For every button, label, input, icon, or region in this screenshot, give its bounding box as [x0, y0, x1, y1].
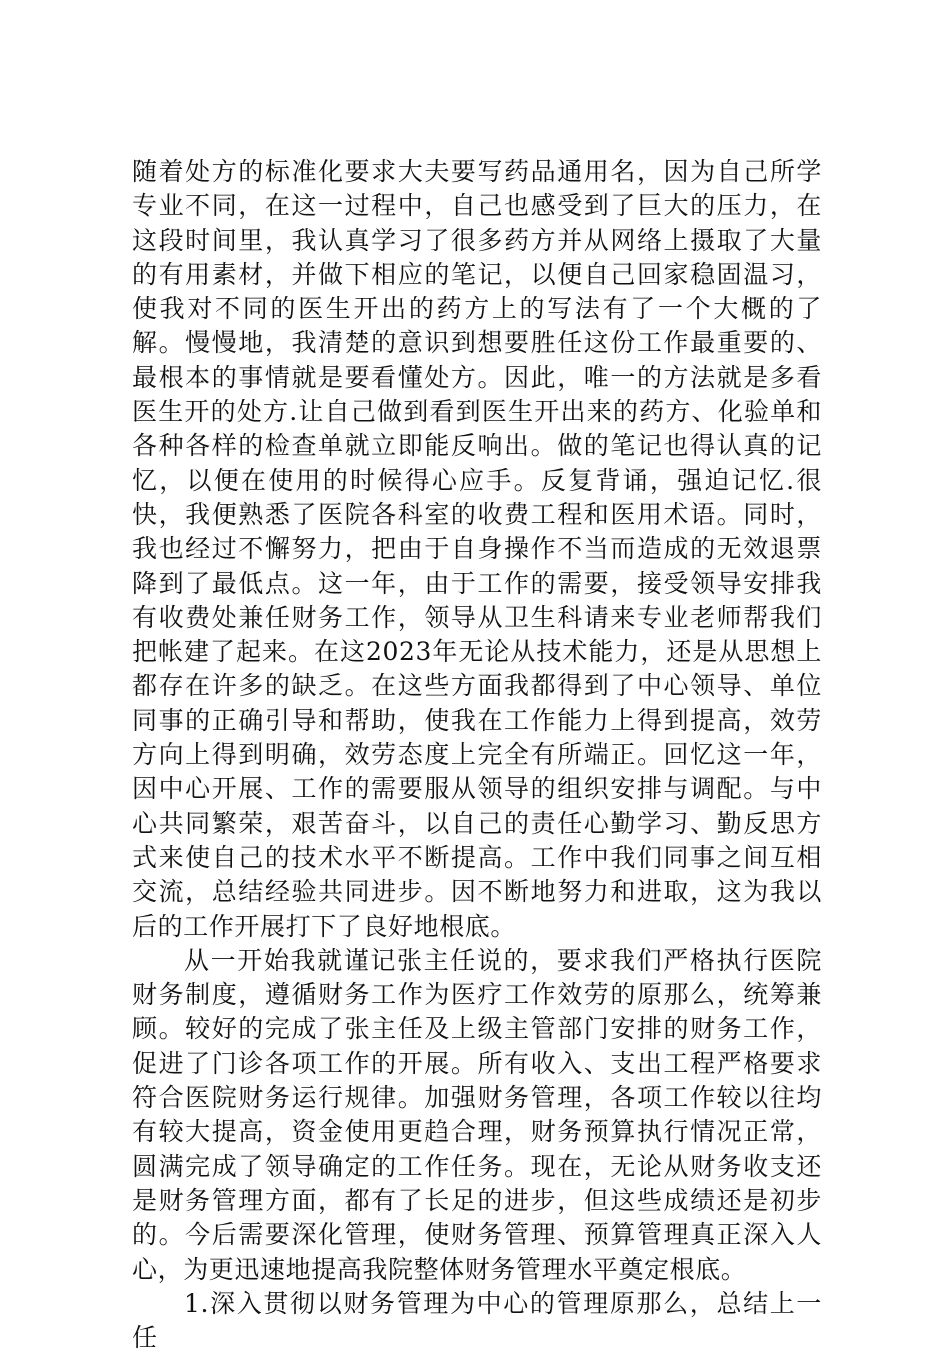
document-body — [132, 155, 822, 1355]
paragraph-3: 1.深入贯彻以财务管理为中心的管理原那么，总结上一任 — [132, 1288, 822, 1353]
paragraph-2: 从一开始我就谨记张主任说的，要求我们严格执行医院财务制度，遵循财务工作为医疗工作效劳的原那么，统筹兼顾。较好的完成了张主任及上级主管部门安排的财务工作，促进了门诊各项工作的开展。所有收入、支出工程严格要求符合医院财务运行规律。加强财务管理，各项工作较以往均有较大提高，资金使用更趋合理，财务预算执行情况正常，圆满完成了领导确定的工作任务。现在，无论从财务收支还是财务管理方面，都有了长足的进步，但这些成绩还是初步的。今后需要深化管理，使财务管理、预算管理真正深入人心，为更迅速地提高我院整体财务管理水平奠定根底。 — [132, 945, 822, 1284]
paragraph-1: 随着处方的标准化要求大夫要写药品通用名，因为自己所学专业不同，在这一过程中，自己也感受到了巨大的压力，在这段时间里，我认真学习了很多药方并从网络上摄取了大量的有用素材，并做下相应的笔记，以便自己回家稳固温习，使我对不同的医生开出的药方上的写法有了一个大概的了解。慢慢地，我清楚的意识到想要胜任这份工作最重要的、最根本的事情就是要看懂处方。因此，唯一的方法就是多看医生开的处方.让自己做到看到医生开出来的药方、化验单和各种各样的检查单就立即能反响出。做的笔记也得认真的记忆，以便在使用的时候得心应手。反复背诵，强迫记忆.很快，我便熟悉了医院各科室的收费工程和医用术语。同时，我也经过不懈努力，把由于自身操作不当而造成的无效退票降到了最低点。这一年，由于工作的需要，接受领导安排我有收费处兼任财务工作，领导从卫生科请来专业老师帮我们把帐建了起来。在这2023年无论从技术能力，还是从思想上都存在许多的缺乏。在这些方面我都得到了中心领导、单位同事的正确引导和帮助，使我在工作能力上得到提高，效劳方向上得到明确，效劳态度上完全有所端正。回忆这一年，因中心开展、工作的需要服从领导的组织安排与调配。与中心共同繁荣，艰苦奋斗，以自己的责任心勤学习、勤反思方式来使自己的技术水平不断提高。工作中我们同事之间互相交流，总结经验共同进步。因不断地努力和进取，这为我以后的工作开展打下了良好地根底。 — [132, 157, 822, 941]
